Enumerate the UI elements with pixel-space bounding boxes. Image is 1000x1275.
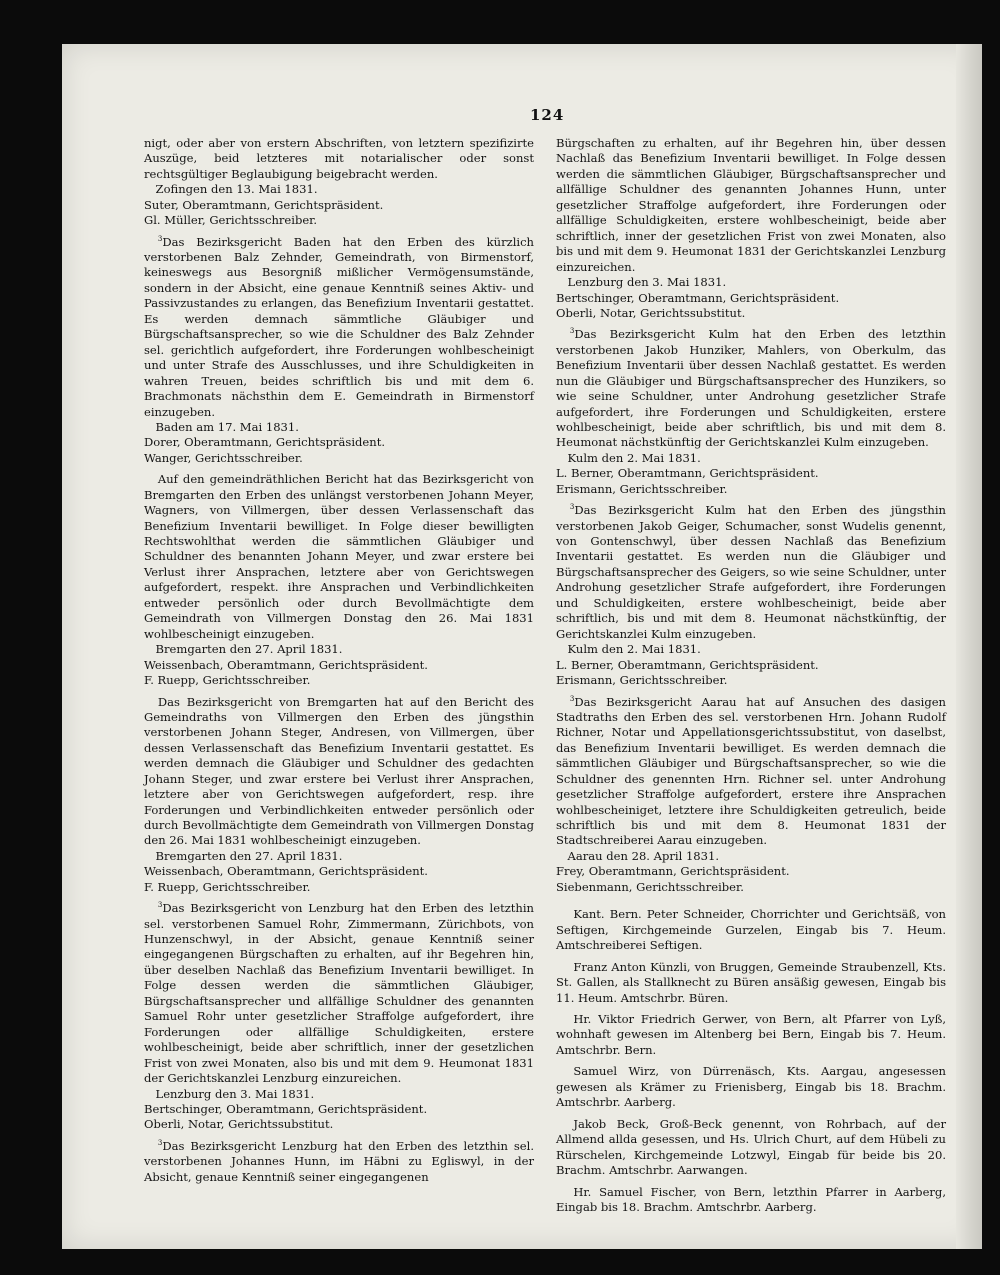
announcement-text: $^3$Das Bezirksgericht Kulm hat den Erben des jüngsthin verstorbenen Jakob Geiger, Schumacher, sonst Wudelis genennt, von Gontenschwyl, über dessen Nachlaß das Benefizium Inventarii gestattet. Es werden nun die Gläubiger und Bürgschaftsansprecher des Geigers, so wie seine Schuldner, unter Androhung gesetzlicher Strafe aufgefordert, ihre Forderungen und Schuldigkeiten, erstere wohlbescheinigt, beide aber schriftlich, bis und mit dem 8. Heumonat nächstkünftig, der Gerichtskanzlei Kulm einzugeben. bbox=[556, 503, 946, 641]
continuation-text: Bürgschaften zu erhalten, auf ihr Begehren hin, über dessen Nachlaß das Benefizium Inventarii bewilliget. In Folge dessen werden die sämmtlichen Gläubiger, Bürgschaftsansprecher und allfällige Schuldner des genannten Johannes Hunn, unter gesetzlicher Straffolge aufgefordert, ihre Forderungen oder allfällige Schuldigkeiten, erstere wohlbescheinigt, beide aber schriftlich, inner der gesetzlichen Frist von zwei Monaten, also bis und mit dem 9. Heumonat 1831 der Gerichtskanzlei Lenzburg einzureichen. bbox=[556, 136, 946, 274]
newspaper-page bbox=[62, 44, 982, 1249]
entry-mark: 3 bbox=[569, 694, 575, 703]
notice-item: Jakob Beck, Groß-Beck genennt, von Rohrbach, auf der Allmend allda gesessen, und Hs. Ulrich Churt, auf dem Hübeli zu Rürschelen, Kirchgemeinde Lotzwyl, Eingab für beide bis 20. Brachm. Amtschrbr. Aarwangen. bbox=[556, 1116, 946, 1178]
entry-mark: 3 bbox=[157, 1138, 163, 1147]
announcement-text: $^3$Das Bezirksgericht Baden hat den Erben des kürzlich verstorbenen Balz Zehnder, Gemeindrath, von Birmenstorf, keineswegs aus Besorgniß mißlicher Vermögensumstände, sondern in der Absicht, eine genaue Kenntniß seines Aktiv- und Passivzustandes zu erlangen, das Benefizium Inventarii gestattet. Es werden demnach sämmtliche Gläubiger und Bürgschaftsansprecher, so wie die Schuldner des Balz Zehnder sel. gerichtlich aufgefordert, ihre Forderungen wohlbescheinigt und unter Strafe des Ausschlusses, und ihre Schuldigkeiten in wahren Treuen, beides schriftlich bis und mit dem 6. Brachmonats nächsthin dem E. Gemeindrath in Birmenstorf einzugeben. bbox=[144, 234, 534, 419]
signature: Erismann, Gerichtsschreiber. bbox=[556, 673, 728, 688]
entry-mark: 3 bbox=[157, 234, 163, 243]
signature: Oberli, Notar, Gerichtssubstitut. bbox=[144, 1117, 334, 1132]
signature: Oberli, Notar, Gerichtssubstitut. bbox=[556, 305, 746, 320]
signature: F. Ruepp, Gerichtsschreiber. bbox=[144, 879, 311, 894]
notice-item: Franz Anton Künzli, von Bruggen, Gemeinde Straubenzell, Kts. St. Gallen, als Stallknecht zu Büren ansäßig gewesen, Eingab bis 11. Heum. Amtschrbr. Büren. bbox=[556, 959, 946, 1005]
signature: Gl. Müller, Gerichtsschreiber. bbox=[144, 213, 318, 228]
signature: Weissenbach, Oberamtmann, Gerichtspräsident. bbox=[144, 657, 428, 672]
signature: Suter, Oberamtmann, Gerichtspräsident. bbox=[144, 197, 384, 212]
signature: Frey, Oberamtmann, Gerichtspräsident. bbox=[556, 864, 790, 879]
signature: Erismann, Gerichtsschreiber. bbox=[556, 481, 728, 496]
place-date: Zofingen den 13. Mai 1831. bbox=[155, 182, 318, 197]
signature: L. Berner, Oberamtmann, Gerichtspräsident. bbox=[556, 657, 819, 672]
entry-mark: 3 bbox=[569, 327, 575, 336]
signature: Bertschinger, Oberamtmann, Gerichtspräsident. bbox=[144, 1102, 428, 1117]
continuation-text: nigt, oder aber von erstern Abschriften, von letztern spezifizirte Auszüge, beid letzteres mit notarialischer oder sonst rechtsgültiger Beglaubigung beigebracht werden. bbox=[144, 136, 534, 181]
place-date: Bremgarten den 27. April 1831. bbox=[155, 848, 343, 863]
announcement-text: $^3$Das Bezirksgericht Aarau hat auf Ansuchen des dasigen Stadtraths den Erben des sel. verstorbenen Hrn. Johann Rudolf Richner, Notar und Appellationsgerichtssubstitut, von daselbst, das Benefizium Inventarii bewilliget. Es werden demnach die sämmtlichen Gläubiger und Bürgschaftsansprecher, so wie die Schuldner des genennten Hrn. Richner sel. unter Androhung gesetzlicher Straffolge aufgefordert, erstere ihre Ansprachen wohlbescheiniget, letztere ihre Schuldigkeiten getreulich, beide schriftlich bis und mit dem 8. Heumonat 1831 der Stadtschreiberei Aarau einzugeben. bbox=[556, 694, 946, 848]
signature: Weissenbach, Oberamtmann, Gerichtspräsident. bbox=[144, 864, 428, 879]
place-date: Kulm den 2. Mai 1831. bbox=[567, 450, 701, 465]
announcement-text: $^3$Das Bezirksgericht Lenzburg hat den Erben des letzthin sel. verstorbenen Johannes Hunn, im Häbni zu Egliswyl, in der Absicht, genaue Kenntniß seiner eingegangenen bbox=[144, 1138, 534, 1184]
notice-item: Samuel Wirz, von Dürrenäsch, Kts. Aargau, angesessen gewesen als Krämer zu Frienisberg, Eingab bis 18. Brachm. Amtschrbr. Aarberg. bbox=[556, 1064, 946, 1110]
entry-mark: 3 bbox=[569, 503, 575, 512]
place-date: Bremgarten den 27. April 1831. bbox=[155, 642, 343, 657]
page-number: 124 bbox=[530, 106, 565, 124]
announcement-text: Das Bezirksgericht von Bremgarten hat auf den Bericht des Gemeindraths von Villmergen den Erben des jüngsthin verstorbenen Johann Steger, Andresen, von Villmergen, über dessen Verlassenschaft das Benefizium Inventarii gestattet. Es werden demnach die Gläubiger und Schuldner des gedachten Johann Steger, und zwar erstere bei Verlust ihrer Ansprachen, letztere aber von Gerichtswegen aufgefordert, resp. ihre Forderungen und Verbindlichkeiten entweder persönlich oder durch Bevollmächtigte dem Gemeindrath von Villmergen Donstag den 26. Mai 1831 wohlbescheinigt einzugeben. bbox=[144, 694, 534, 848]
announcement-text: $^3$Das Bezirksgericht Kulm hat den Erben des letzthin verstorbenen Jakob Hunziker, Mahlers, von Oberkulm, das Benefizium Inventarii über dessen Nachlaß gestattet. Es werden nun die Gläubiger und Bürgschaftsansprecher des Hunzikers, so wie seine Schuldner, unter Androhung gesetzlicher Strafe aufgefordert, ihre Forderungen und Schuldigkeiten, erstere wohlbescheinigt, beide aber schriftlich, bis und mit dem 8. Heumonat nächstkünftig der Gerichtskanzlei Kulm einzugeben. bbox=[556, 327, 946, 450]
place-date: Lenzburg den 3. Mai 1831. bbox=[155, 1086, 315, 1101]
left-column bbox=[144, 136, 534, 1185]
page-fold-shadow bbox=[956, 44, 982, 1249]
right-column bbox=[556, 136, 946, 1215]
signature: F. Ruepp, Gerichtsschreiber. bbox=[144, 673, 311, 688]
place-date: Kulm den 2. Mai 1831. bbox=[567, 642, 701, 657]
signature: Dorer, Oberamtmann, Gerichtspräsident. bbox=[144, 435, 386, 450]
place-date: Aarau den 28. April 1831. bbox=[567, 848, 720, 863]
place-date: Baden am 17. Mai 1831. bbox=[155, 420, 299, 434]
notice-item: Hr. Viktor Friedrich Gerwer, von Bern, alt Pfarrer von Lyß, wohnhaft gewesen im Altenberg bei Bern, Eingab bis 7. Heum. Amtschrbr. Bern. bbox=[556, 1012, 946, 1057]
entry-mark: 3 bbox=[157, 901, 163, 910]
place-date: Lenzburg den 3. Mai 1831. bbox=[567, 275, 727, 290]
notice-item: Kant. Bern. Peter Schneider, Chorrichter und Gerichtsäß, von Seftigen, Kirchgemeinde Gurzelen, Eingab bis 7. Heum. Amtschreiberei Seftigen. bbox=[556, 907, 946, 953]
announcement-text: $^3$Das Bezirksgericht von Lenzburg hat den Erben des letzthin sel. verstorbenen Samuel Rohr, Zimmermann, Zürichbots, von Hunzenschwyl, in der Absicht, genaue Kenntniß seiner eingegangenen Bürgschaften zu erhalten, auf ihr Begehren hin, über deselben Nachlaß das Benefizium Inventarii bewilliget. In Folge dessen werden die sämmtlichen Gläubiger, Bürgschaftsansprecher und allfällige Schuldner des genannten Samuel Rohr unter gesetzlicher Straffolge aufgefordert, ihre Forderungen oder allfällige Schuldigkeiten, erstere wohlbescheinigt, beide aber schriftlich, inner der gesetzlichen Frist von zwei Monaten, also bis und mit dem 9. Heumonat 1831 der Gerichtskanzlei Lenzburg einzureichen. bbox=[144, 901, 534, 1086]
signature: Bertschinger, Oberamtmann, Gerichtspräsident. bbox=[556, 290, 840, 305]
notice-item: Hr. Samuel Fischer, von Bern, letzthin Pfarrer in Aarberg, Eingab bis 18. Brachm. Amtschrbr. Aarberg. bbox=[556, 1184, 946, 1214]
signature: L. Berner, Oberamtmann, Gerichtspräsident. bbox=[556, 466, 819, 481]
signature: Siebenmann, Gerichtsschreiber. bbox=[556, 879, 744, 894]
signature: Wanger, Gerichtsschreiber. bbox=[144, 450, 303, 465]
announcement-text: Auf den gemeindräthlichen Bericht hat das Bezirksgericht von Bremgarten den Erben des unlängst verstorbenen Johann Meyer, Wagners, von Villmergen, über dessen Verlassenschaft das Benefizium Inventarii bewilliget. In Folge dieser bewilligten Rechtswohlthat werden die sämmtlichen Gläubiger und Schuldner des benannten Johann Meyer, und zwar erstere bei Verlust ihrer Ansprachen, letztere aber von Gerichtswegen aufgefordert, respekt. ihre Ansprachen und Verbindlichkeiten entweder persönlich oder durch Bevollmächtigte dem Gemeindrath von Villmergen Donstag den 26. Mai 1831 wohlbescheinigt einzugeben. bbox=[144, 472, 534, 641]
